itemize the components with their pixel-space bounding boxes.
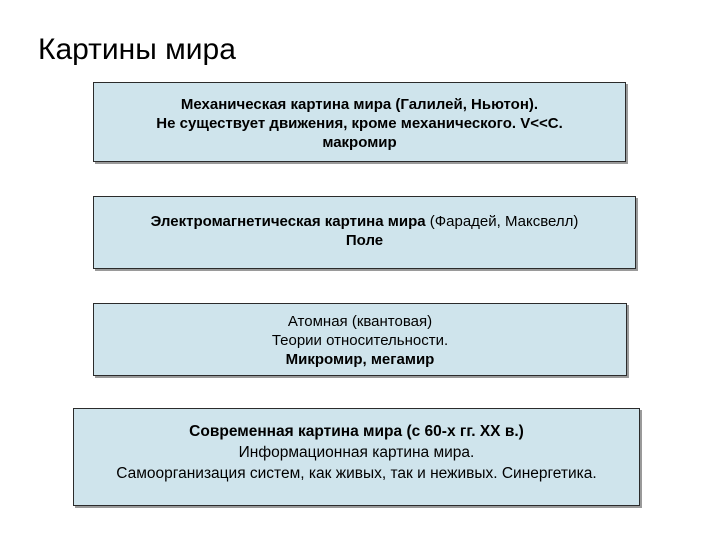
slide-title: Картины мира xyxy=(38,33,236,66)
modern-worldview-box xyxy=(73,408,640,506)
box-line: Механическая картина мира (Галилей, Ньютон). xyxy=(180,96,539,113)
box-line-bold-part: Электромагнетическая картина мира xyxy=(150,213,426,230)
box-line: Атомная (квантовая) xyxy=(287,313,433,330)
box-line: Поле xyxy=(345,232,384,249)
atomic-worldview-box xyxy=(93,303,627,376)
box-line-normal-part: (Фарадей, Максвелл) xyxy=(425,213,579,230)
box-line: макромир xyxy=(322,134,397,151)
box-line: Современная картина мира (с 60-х гг. XX в.) xyxy=(189,423,524,440)
electromagnetic-worldview-box xyxy=(93,196,636,269)
mechanical-worldview-box xyxy=(93,82,626,162)
box-line: Информационная картина мира. xyxy=(238,444,475,461)
box-line: Не существует движения, кроме механического. V<<C. xyxy=(156,115,563,132)
box-line xyxy=(94,212,635,231)
box-line: Микромир, мегамир xyxy=(285,351,435,368)
box-line: Самоорганизация систем, как живых, так и неживых. Синергетика. xyxy=(116,465,597,482)
box-line: Теории относительности. xyxy=(271,332,449,349)
